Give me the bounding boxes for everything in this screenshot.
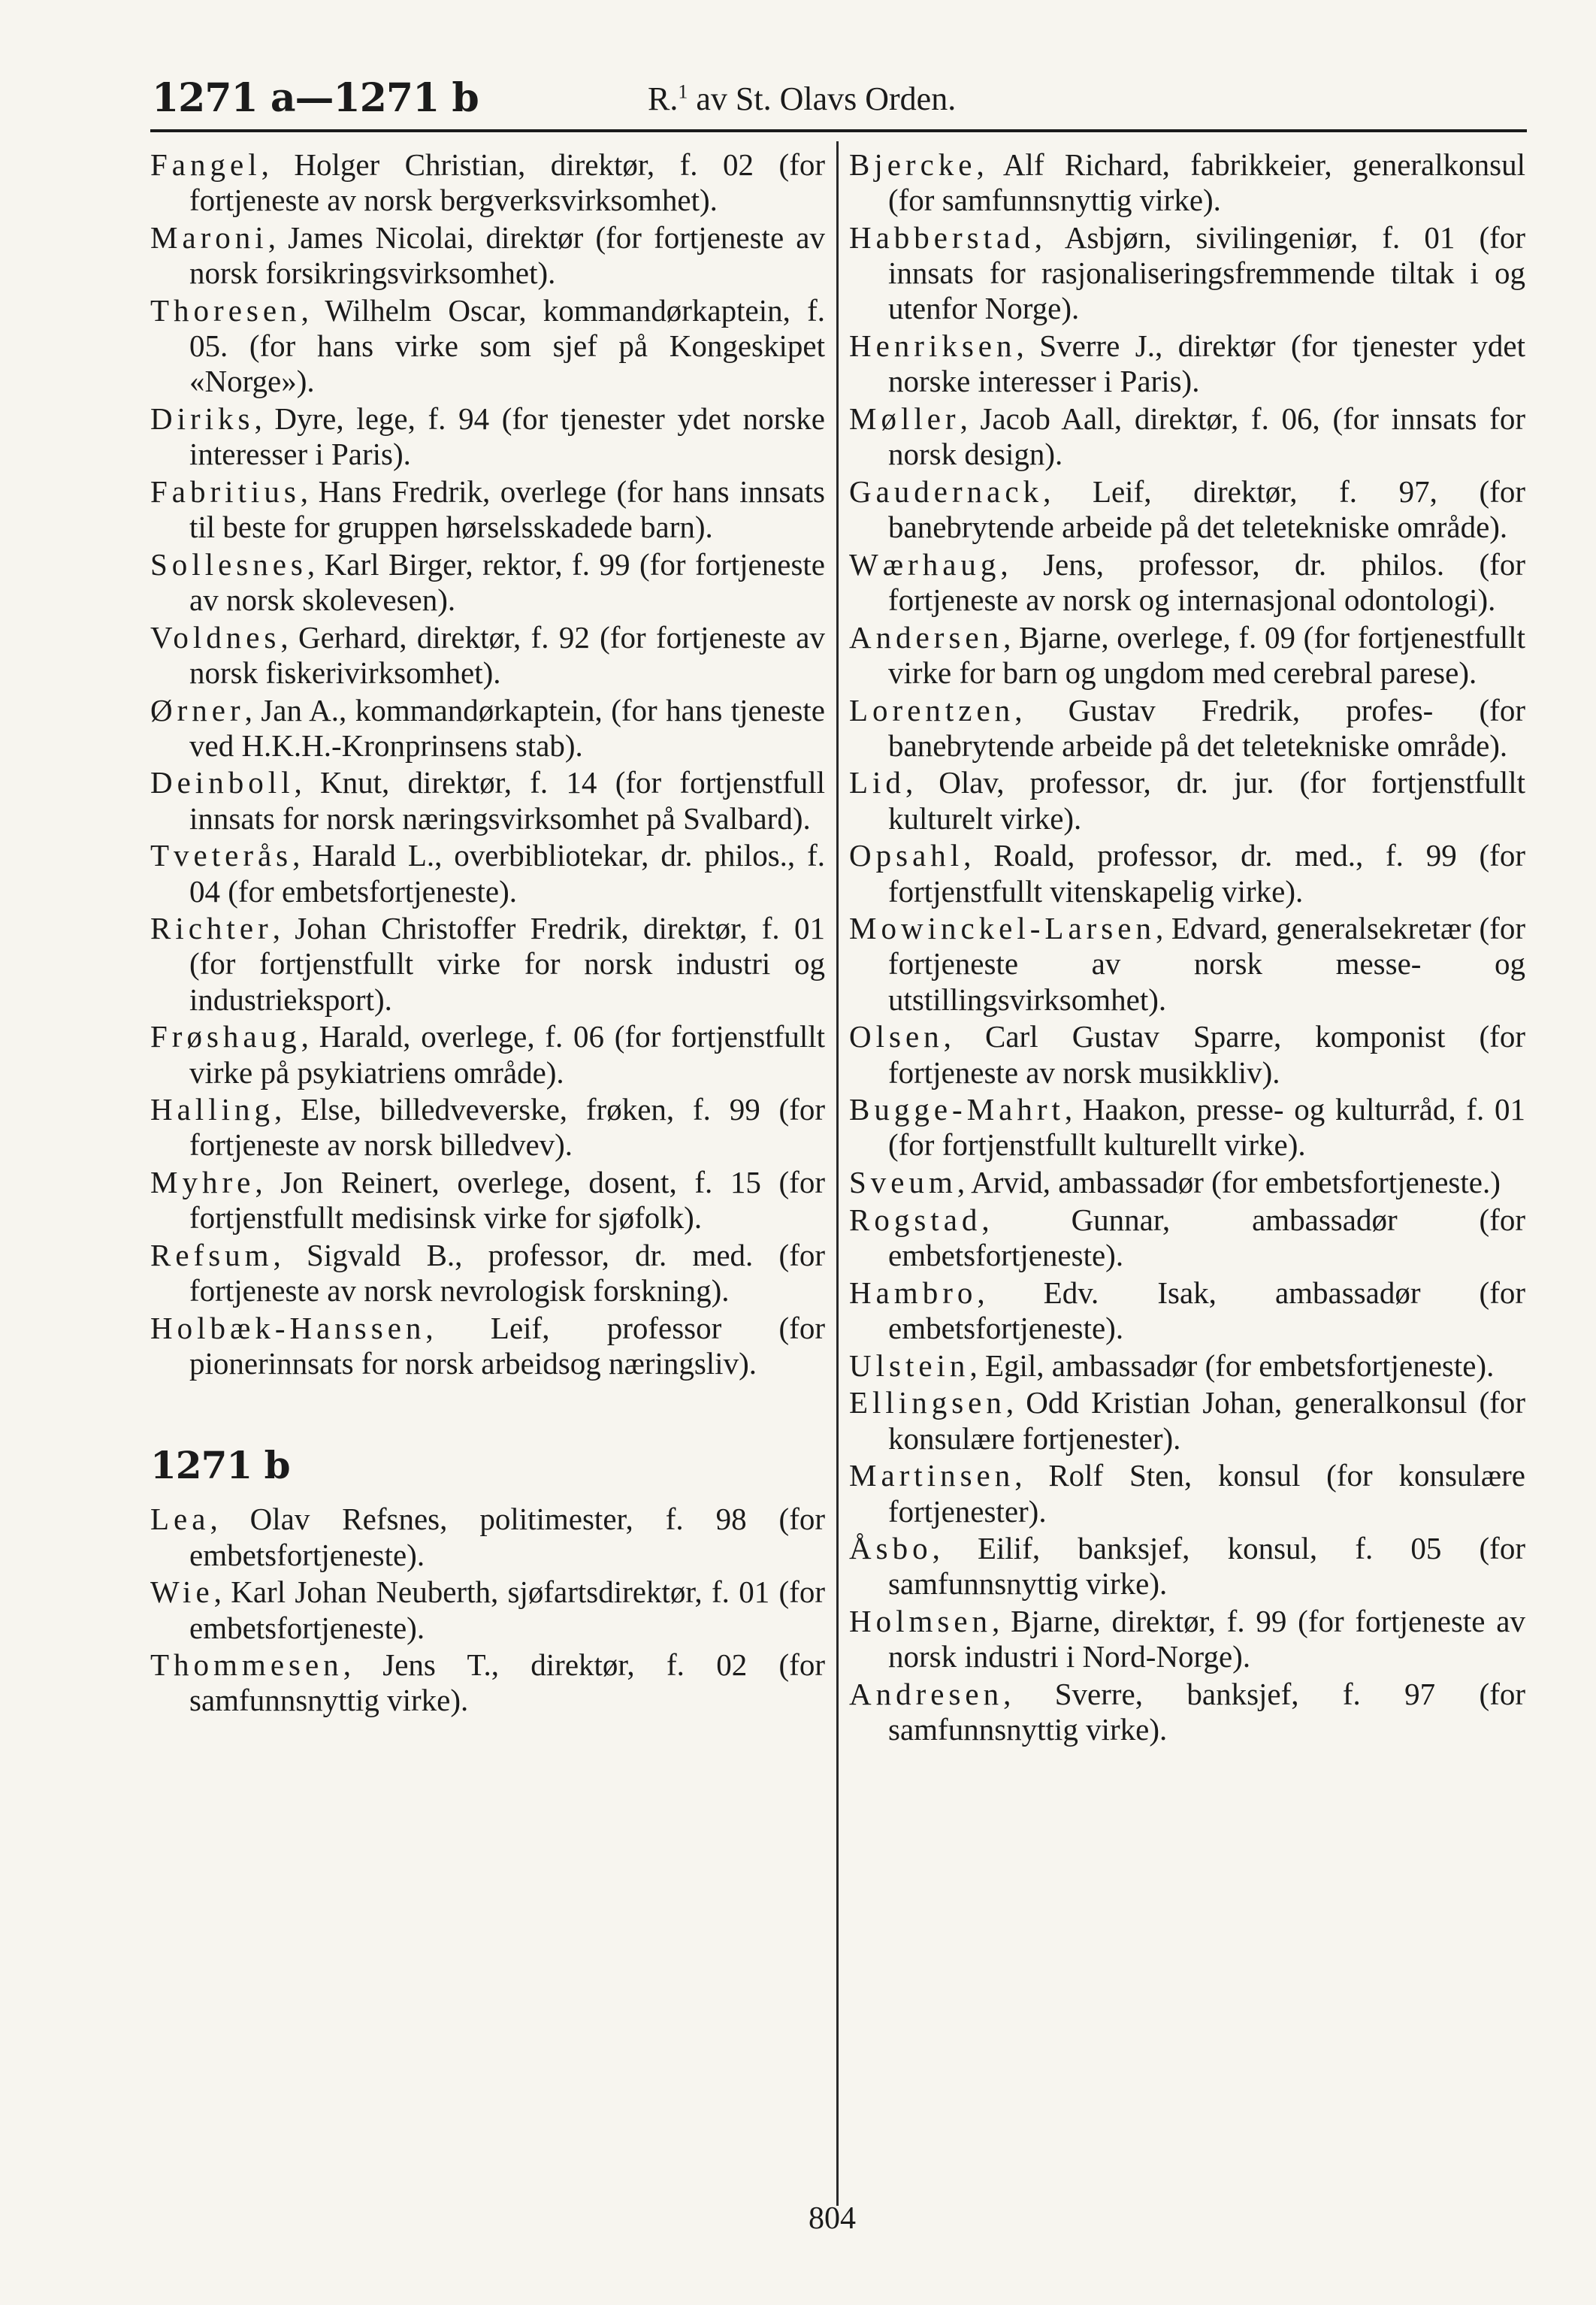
directory-entry (849, 547, 1525, 618)
entry-surname: Hambro (849, 1275, 978, 1310)
entry-details: , Edv. Isak, ambassadør (for embetsfortjeneste). (888, 1275, 1525, 1345)
section-entry-list (150, 1502, 825, 1718)
directory-entry (849, 838, 1525, 909)
header-rule (150, 129, 1527, 132)
directory-entry (150, 293, 825, 400)
entry-surname: Lea (150, 1502, 210, 1537)
entry-details: , James Nicolai, direktør (for fortjeneste av norsk forsikringsvirksomhet). (189, 219, 825, 291)
entry-surname: Møller (849, 401, 960, 436)
entry-surname: Holbæk-Hanssen (150, 1311, 426, 1345)
directory-entry (849, 620, 1525, 691)
entry-details: , Egil, ambassadør (for embetsfortjeneste). (969, 1348, 1495, 1383)
entry-details: , Alf Richard, fabrikkeier, generalkonsul (for samfunnsnyttig virke). (888, 147, 1525, 218)
directory-entry (150, 620, 825, 691)
entry-details: , Gunnar, ambassadør (for embetsfortjeneste). (888, 1202, 1525, 1273)
entry-details: , Jens T., direktør, f. 02 (for samfunnsnyttig virke). (189, 1647, 825, 1718)
entry-surname: Holmsen (849, 1604, 993, 1639)
directory-entry (849, 1202, 1525, 1273)
entry-surname: Frøshaug (150, 1019, 301, 1054)
entry-surname: Sveum (849, 1165, 957, 1200)
directory-entry (849, 1531, 1525, 1602)
entry-surname: Henriksen (849, 328, 1017, 364)
directory-entry (849, 1165, 1525, 1200)
entry-surname: Rogstad (849, 1202, 982, 1237)
directory-entry (849, 1019, 1525, 1090)
entry-details: , Roald, professor, dr. med., f. 99 (for fortjenstfullt vitenskapelig virke). (888, 838, 1525, 909)
directory-entry (849, 401, 1525, 472)
directory-entry (150, 1502, 825, 1572)
entry-surname: Åsbo (849, 1531, 933, 1566)
entry-details: , Eilif, banksjef, konsul, f. 05 (for samfunnsnyttig virke). (888, 1531, 1525, 1602)
entry-surname: Deinboll (150, 765, 295, 800)
entry-surname: Ulstein (849, 1348, 970, 1383)
directory-entry (849, 147, 1525, 218)
page-number: 804 (809, 2201, 856, 2236)
entry-details: , Dyre, lege, f. 94 (for tjenester ydet norske interesser i Paris). (189, 401, 825, 472)
entry-details: , Bjarne, overlege, f. 09 (for fortjenestfullt virke for barn og ungdom med cerebral parese). (888, 619, 1525, 690)
entry-details: , Karl Birger, rektor, f. 99 (for fortjeneste av norsk skolevesen). (189, 546, 825, 617)
entry-details: , Haakon, presse- og kulturråd, f. 01 (for fortjenstfullt kulturellt virke). (888, 1092, 1525, 1163)
entry-details: , Edvard, generalsekretær (for fortjeneste av norsk messe- og utstillingsvirksomhet). (888, 911, 1525, 1017)
directory-entry (849, 1348, 1525, 1384)
entry-surname: Thoresen (150, 292, 301, 328)
left-column (150, 147, 825, 1720)
directory-entry (849, 765, 1525, 836)
entry-surname: Olsen (849, 1019, 944, 1054)
entry-details: , Arvid, ambassadør (for embetsfortjeneste.) (957, 1165, 1501, 1200)
directory-entry (849, 1275, 1525, 1346)
directory-entry (150, 1647, 825, 1718)
entry-surname: Wærhaug (849, 546, 1001, 582)
entry-details: , Jens, professor, dr. philos. (for fortjeneste av norsk og internasjonal odontologi). (888, 546, 1525, 617)
entry-details: , Carl Gustav Sparre, komponist (for fortjeneste av norsk musikkliv). (888, 1019, 1525, 1090)
directory-entry (150, 838, 825, 909)
directory-entry (150, 474, 825, 545)
entry-surname: Fabritius (150, 473, 301, 509)
entry-surname: Opsahl (849, 838, 964, 873)
entry-surname: Thommesen (150, 1647, 343, 1683)
entry-surname: Gaudernack (849, 473, 1044, 509)
directory-entry (849, 1677, 1525, 1747)
entry-surname: Andresen (849, 1677, 1004, 1712)
entry-details: , Sverre J., direktør (for tjenester ydet norske interesser i Paris). (888, 328, 1525, 399)
entry-details: , Olav, professor, dr. jur. (for fortjenstfullt kulturelt virke). (888, 765, 1525, 836)
directory-entry (150, 1092, 825, 1163)
entry-surname: Andersen (849, 619, 1004, 655)
column-divider (836, 141, 839, 2206)
entry-details: , Sverre, banksjef, f. 97 (for samfunnsnyttig virke). (888, 1677, 1525, 1747)
entry-details: , Rolf Sten, konsul (for konsulære fortjenester). (888, 1458, 1525, 1529)
left-entry-list (150, 147, 825, 1381)
entry-details: , Odd Kristian Johan, generalkonsul (for konsulære fortjenester). (888, 1385, 1525, 1456)
entry-surname: Tveterås (150, 838, 293, 873)
entry-details: , Gerhard, direktør, f. 92 (for fortjeneste av norsk fiskerivirksomhet). (189, 619, 825, 690)
entry-surname: Lorentzen (849, 692, 1015, 727)
directory-entry (150, 401, 825, 472)
entry-details: , Knut, direktør, f. 14 (for fortjenstfull innsats for norsk næringsvirksomhet på Svalbard). (189, 765, 825, 836)
entry-details: , Asbjørn, sivilingeniør, f. 01 (for innsats for rasjonaliseringsfremmende tiltak i og utenfor Norge). (888, 219, 1525, 326)
entry-surname: Bugge-Mahrt (849, 1092, 1065, 1127)
directory-entry (849, 328, 1525, 399)
entry-surname: Martinsen (849, 1458, 1015, 1493)
page-range: 1271 a—1271 b (152, 75, 479, 121)
entry-details: , Jacob Aall, direktør, f. 06, (for innsats for norsk design). (888, 401, 1525, 472)
entry-surname: Richter (150, 911, 273, 946)
order-title (648, 80, 956, 118)
directory-entry (150, 147, 825, 218)
entry-details: , Gustav Fredrik, profes- (for banebrytende arbeide på det teletekniske område). (888, 692, 1525, 763)
entry-details: , Holger Christian, direktør, f. 02 (for fortjeneste av norsk bergverksvirksomhet). (189, 147, 825, 218)
order-title-rest: av St. Olavs Orden. (688, 80, 957, 117)
entry-details: , Johan Christoffer Fredrik, direktør, f. 01 (for fortjenstfullt virke for norsk industri og industrieksport). (189, 911, 825, 1017)
entry-surname: Bjercke (849, 147, 977, 182)
entry-surname: Fangel (150, 147, 261, 182)
directory-entry (150, 1574, 825, 1645)
entry-surname: Maroni (150, 219, 268, 255)
directory-entry (849, 693, 1525, 764)
entry-surname: Myhre (150, 1165, 255, 1200)
entry-details: , Jan A., kommandørkaptein, (for hans tjeneste ved H.K.H.-Kronprinsens stab). (189, 692, 825, 763)
entry-surname: Sollesnes (150, 546, 307, 582)
entry-details: , Leif, professor (for pionerinnsats for norsk arbeidsog næringsliv). (189, 1311, 825, 1381)
directory-entry (849, 1092, 1525, 1163)
directory-entry (150, 547, 825, 618)
directory-entry (150, 1019, 825, 1090)
directory-entry (849, 1385, 1525, 1456)
order-title-superscript: 1 (678, 80, 688, 103)
entry-details: , Jon Reinert, overlege, dosent, f. 15 (for fortjenstfullt medisinsk virke for sjøfolk). (189, 1165, 825, 1236)
directory-entry (150, 1165, 825, 1236)
entry-surname: Habberstad (849, 219, 1035, 255)
directory-entry (849, 911, 1525, 1018)
directory-entry (849, 1458, 1525, 1529)
directory-entry (849, 474, 1525, 545)
order-title-prefix: R. (648, 80, 679, 117)
entry-surname: Mowinckel-Larsen (849, 911, 1156, 946)
entry-surname: Wie (150, 1574, 214, 1610)
entry-surname: Voldnes (150, 619, 281, 655)
directory-entry (150, 220, 825, 291)
entry-details: , Hans Fredrik, overlege (for hans innsats til beste for gruppen hørselsskadede barn). (189, 473, 825, 545)
entry-details: , Olav Refsnes, politimester, f. 98 (for embetsfortjeneste). (189, 1502, 825, 1572)
directory-entry (150, 911, 825, 1018)
entry-surname: Halling (150, 1092, 274, 1127)
entry-surname: Ørner (150, 692, 245, 727)
directory-entry (849, 1604, 1525, 1674)
page-header (152, 75, 1527, 120)
directory-entry (150, 693, 825, 764)
right-entry-list (849, 147, 1525, 1747)
entry-details: , Sigvald B., professor, dr. med. (for fortjeneste av norsk nevrologisk forskning). (189, 1238, 825, 1308)
entry-surname: Ellingsen (849, 1385, 1006, 1420)
section-heading: 1271 b (150, 1443, 290, 1488)
entry-details: , Karl Johan Neuberth, sjøfartsdirektør, f. 01 (for embetsfortjeneste). (189, 1574, 825, 1645)
entry-details: , Leif, direktør, f. 97, (for banebrytende arbeide på det teletekniske område). (888, 473, 1525, 545)
right-column (849, 147, 1525, 1750)
directory-entry (150, 1238, 825, 1308)
entry-details: , Bjarne, direktør, f. 99 (for fortjeneste av norsk industri i Nord-Norge). (888, 1604, 1525, 1674)
entry-details: , Wilhelm Oscar, kommandørkaptein, f. 05. (for hans virke som sjef på Kongeskipet «Norge»). (189, 292, 825, 399)
entry-details: , Harald, overlege, f. 06 (for fortjenstfullt virke på psykiatriens område). (189, 1019, 825, 1090)
entry-details: , Else, billedveverske, frøken, f. 99 (for fortjeneste av norsk billedvev). (189, 1092, 825, 1163)
entry-surname: Diriks (150, 401, 255, 436)
entry-surname: Refsum (150, 1238, 274, 1273)
entry-details: , Harald L., overbibliotekar, dr. philos., f. 04 (for embetsfortjeneste). (189, 838, 825, 909)
entry-surname: Lid (849, 765, 905, 800)
directory-entry (150, 1311, 825, 1381)
directory-entry (849, 220, 1525, 327)
directory-entry (150, 765, 825, 836)
